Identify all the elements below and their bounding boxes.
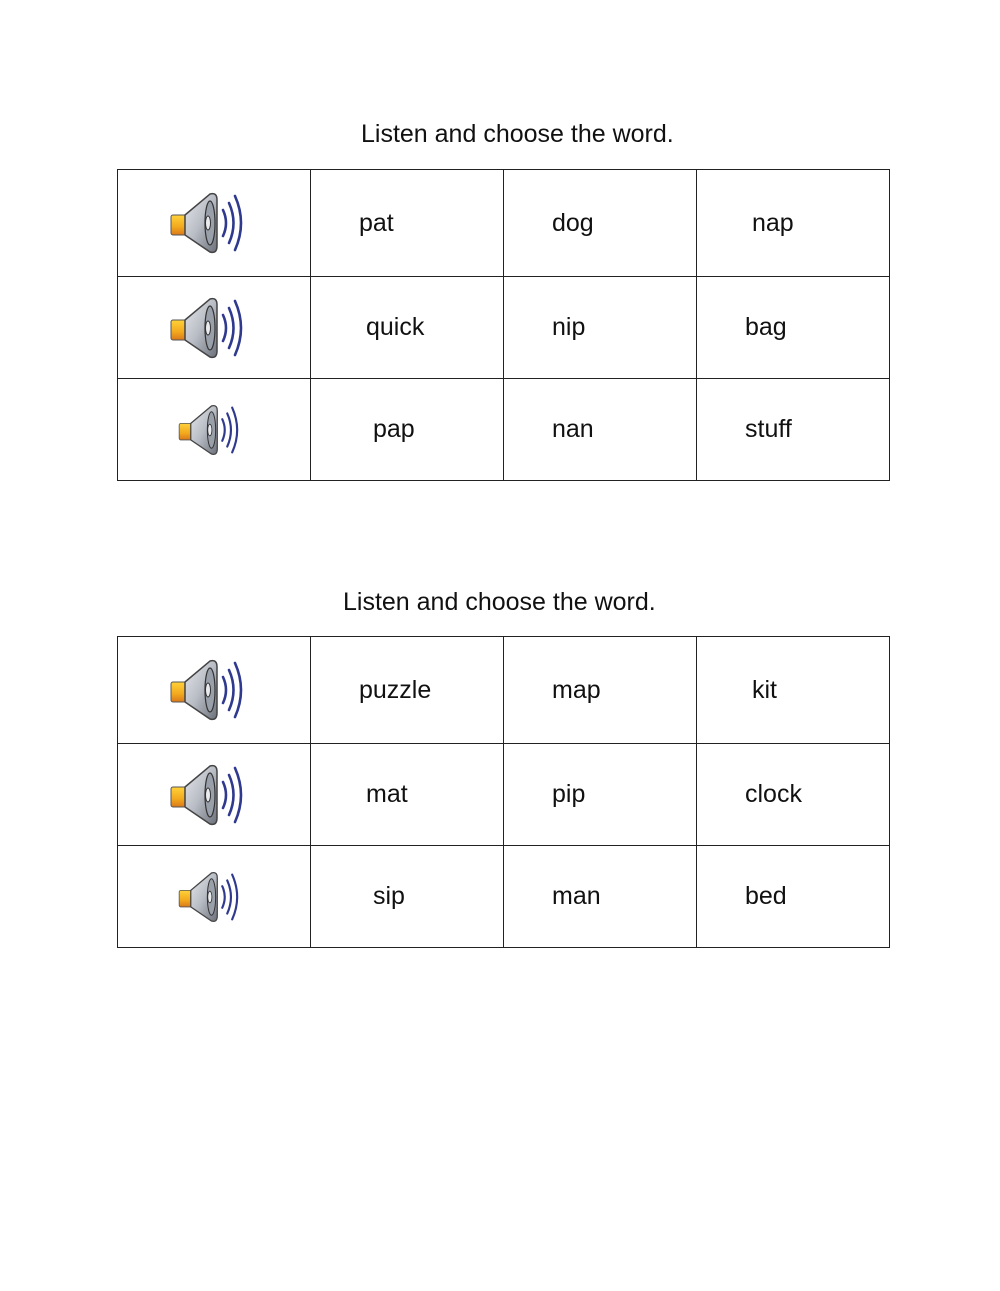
exercise-2-table <box>117 636 890 948</box>
word-option-cell[interactable] <box>697 379 890 481</box>
word-option-cell[interactable] <box>697 846 890 948</box>
word-option[interactable]: nip <box>552 313 586 341</box>
word-option[interactable]: kit <box>752 675 777 704</box>
word-option[interactable]: pat <box>359 208 394 237</box>
table-row <box>118 744 890 846</box>
word-option[interactable]: clock <box>745 780 802 808</box>
word-option[interactable]: bag <box>745 313 787 341</box>
exercise-1-instruction: Listen and choose the word. <box>361 120 674 148</box>
word-option[interactable]: mat <box>366 780 408 808</box>
exercise-1-table <box>117 169 890 481</box>
table-row <box>118 379 890 481</box>
speaker-icon[interactable] <box>168 188 246 258</box>
word-option-cell[interactable] <box>311 744 504 846</box>
word-option-cell[interactable] <box>311 277 504 379</box>
word-option-cell[interactable] <box>697 637 890 744</box>
word-option-cell[interactable] <box>697 277 890 379</box>
table-row <box>118 170 890 277</box>
word-option[interactable]: dog <box>552 208 594 237</box>
table-row <box>118 637 890 744</box>
word-option-cell[interactable] <box>504 170 697 277</box>
word-option-cell[interactable] <box>311 637 504 744</box>
word-option-cell[interactable] <box>504 846 697 948</box>
word-option-cell[interactable] <box>504 277 697 379</box>
audio-cell <box>118 846 311 948</box>
word-option[interactable]: map <box>552 675 601 704</box>
audio-cell <box>118 277 311 379</box>
word-option-cell[interactable] <box>697 744 890 846</box>
word-option-cell[interactable] <box>504 637 697 744</box>
word-option[interactable]: pip <box>552 780 586 808</box>
word-option[interactable]: pap <box>373 415 415 443</box>
table-row <box>118 846 890 948</box>
speaker-icon[interactable] <box>176 868 242 926</box>
audio-cell <box>118 637 311 744</box>
audio-cell <box>118 170 311 277</box>
word-option-cell[interactable] <box>504 379 697 481</box>
speaker-icon[interactable] <box>176 401 242 459</box>
table-row <box>118 277 890 379</box>
word-option-cell[interactable] <box>697 170 890 277</box>
speaker-icon[interactable] <box>168 760 246 830</box>
word-option-cell[interactable] <box>311 846 504 948</box>
word-option[interactable]: puzzle <box>359 675 432 704</box>
word-option[interactable]: bed <box>745 882 787 910</box>
audio-cell <box>118 744 311 846</box>
word-option[interactable]: sip <box>373 882 405 910</box>
word-option[interactable]: man <box>552 882 601 910</box>
exercise-2-instruction: Listen and choose the word. <box>343 588 656 616</box>
speaker-icon[interactable] <box>168 293 246 363</box>
word-option[interactable]: nan <box>552 415 594 443</box>
audio-cell <box>118 379 311 481</box>
word-option-cell[interactable] <box>311 379 504 481</box>
word-option[interactable]: stuff <box>745 415 792 443</box>
word-option[interactable]: nap <box>752 208 794 237</box>
speaker-icon[interactable] <box>168 655 246 725</box>
word-option[interactable]: quick <box>366 313 425 341</box>
word-option-cell[interactable] <box>504 744 697 846</box>
word-option-cell[interactable] <box>311 170 504 277</box>
